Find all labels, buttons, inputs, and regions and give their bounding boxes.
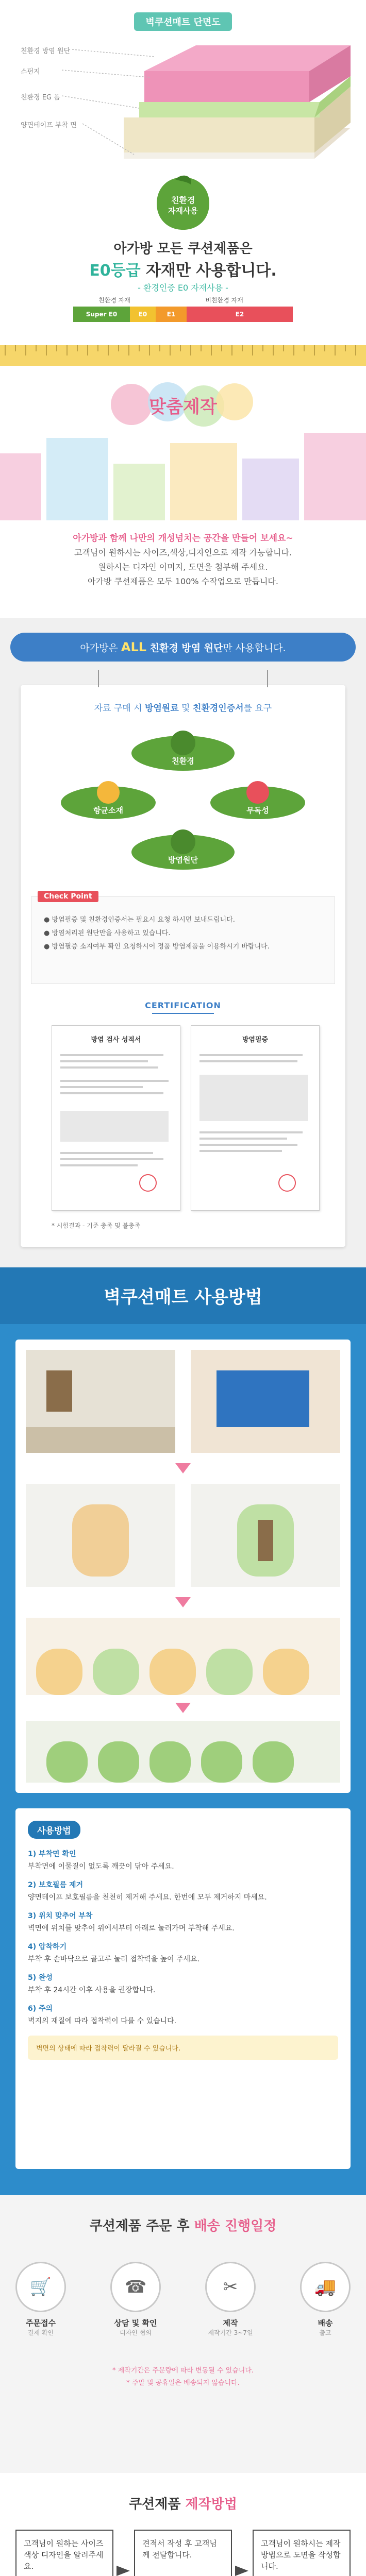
custom-line-2: 고객님이 원하시는 사이즈,색상,디자인으로 제작 가능합니다. (74, 548, 292, 557)
usage-step (28, 1879, 338, 1904)
process-step-sub: 결제 확인 (27, 2329, 54, 2336)
grade-label-non-eco: 비친환경 자재 (205, 297, 243, 304)
fabric-badge-2 (57, 778, 160, 824)
fabric-board (21, 685, 345, 1247)
usage-photo-panel (15, 1340, 351, 1793)
grade-label-eco: 친환경 자재 (98, 297, 130, 304)
usage-step-head: 3) 위치 맞추어 부착 (28, 1912, 93, 1920)
process-step-label: 배송 (318, 2318, 333, 2328)
checkpoint-item: ● 방염필증 소지여부 확인 요청하시어 정품 방염제품을 이용하시기 바랍니다. (44, 943, 270, 951)
layer-label-tape: 양면테이프 부착 면 (21, 122, 77, 129)
process-steps (15, 2262, 351, 2337)
fabric-intro-mid: 및 (178, 703, 193, 714)
fabric-badge-1 (126, 728, 240, 775)
checkpoint-item-text: 방염처리된 원단만을 사용하고 있습니다. (52, 929, 171, 937)
layer-label-foam: 친환경 EG 폼 (21, 94, 60, 101)
usage-photo-6 (26, 1721, 340, 1783)
process-title-pre: 쿠션제품 주문 후 (89, 2218, 194, 2234)
fabric-badge-3 (206, 778, 309, 824)
usage-step (28, 1848, 338, 1873)
checkpoint-item-text: 방염필증 소지여부 확인 요청하시어 정품 방염제품을 이용하시기 바랍니다. (52, 943, 270, 951)
fabric-banner-post: 만 사용합니다. (223, 642, 286, 654)
fabric-banner-pre: 아가방은 (80, 642, 121, 654)
process-note-1: * 제작기간은 주문량에 따라 변동될 수 있습니다. (112, 2367, 254, 2375)
board-string-left (98, 670, 99, 687)
process-step-circle (300, 2262, 351, 2312)
section-fabric (0, 618, 366, 1267)
phone-icon: ☎ (124, 2277, 147, 2297)
workflow-arrows-row1 (0, 2561, 366, 2576)
checkpoint-item: ● 방염필증 및 친환경인증서는 필요시 요청 하시면 보내드립니다. (44, 916, 235, 924)
fabric-banner-mid: 친환경 방염 원단 (146, 642, 223, 654)
usage-photo-2 (191, 1350, 340, 1453)
fabric-banner-all: ALL (121, 640, 147, 654)
process-step (15, 2262, 66, 2337)
cert-doc-1-lines (60, 1044, 172, 1198)
e0-subtitle: - 환경인증 E0 자재사용 - (138, 283, 228, 293)
layer-label-fabric: 친환경 방염 원단 (21, 47, 71, 55)
fabric-intro-pre: 자료 구매 시 (94, 703, 145, 714)
usage-step-head: 5) 완성 (28, 1974, 53, 1982)
custom-line-3: 원하시는 디자인 이미지, 도면을 첨부해 주세요. (98, 562, 268, 572)
usage-step-list (28, 1848, 338, 2027)
checkpoint-list (44, 913, 327, 954)
e0-grade-highlight: E0등급 (89, 262, 141, 280)
fabric-intro-b2: 친환경인증서 (193, 703, 244, 714)
cert-caption: * 시험결과 - 기준 충족 및 불충족 (52, 1222, 141, 1229)
grade-super-e0: Super E0 (73, 307, 130, 322)
section-custom-made (0, 330, 366, 618)
e0-title-rest: 자재만 사용합니다. (140, 262, 277, 280)
process-step-sub: 출고 (319, 2329, 331, 2336)
fabric-intro (21, 701, 345, 714)
usage-step (28, 1941, 338, 1965)
grade-e0: E0 (130, 307, 156, 322)
layer-leader-lines (0, 0, 366, 155)
section-cross-section (0, 0, 366, 330)
section-workflow (0, 2473, 366, 2576)
usage-step-body: 벽지의 재질에 따라 접착력이 다를 수 있습니다. (28, 2017, 177, 2025)
eco-badge-bottom: 자재사용 (168, 206, 198, 215)
process-step-label: 주문접수 (26, 2318, 56, 2328)
section-tab-cross-section: 벽쿠션매트 단면도 (134, 12, 231, 31)
section-delivery-process (0, 2195, 366, 2473)
fabric-badge-1-label: 친환경 (172, 756, 194, 766)
usage-step-head: 6) 주의 (28, 2005, 53, 2013)
grade-e2: E2 (187, 307, 293, 322)
cert-doc-2 (191, 1025, 320, 1211)
usage-step-head: 4) 압착하기 (28, 1943, 67, 1951)
usage-photo-3 (26, 1484, 175, 1587)
process-title (0, 2215, 366, 2234)
workflow-box-text: 견적서 작성 후 고객님께 전달합니다. (142, 2539, 217, 2560)
e0-title-line1: 아가방 모든 쿠션제품은 (113, 241, 253, 257)
cert-doc-1 (52, 1025, 180, 1211)
cert-underline (152, 1013, 214, 1014)
usage-note: 벽면의 상태에 따라 접착력이 달라질 수 있습니다. (28, 2036, 338, 2060)
process-step-circle (205, 2262, 256, 2312)
usage-photo-4 (191, 1484, 340, 1587)
eco-badge (155, 175, 211, 232)
process-step-sub: 디자인 협의 (120, 2329, 152, 2336)
fabric-badge-4 (126, 827, 240, 874)
e0-title-line2 (0, 258, 366, 280)
usage-step-head: 2) 보호필름 제거 (28, 1881, 84, 1889)
usage-photos (15, 1340, 351, 1793)
custom-line-1: 아가방과 함께 나만의 개성넘치는 공간을 만들어 보세요~ (73, 533, 293, 544)
section-usage (0, 1267, 366, 2195)
checkpoint-item-text: 방염필증 및 친환경인증서는 필요시 요청 하시면 보내드립니다. (52, 916, 235, 924)
usage-step (28, 1910, 338, 1935)
process-step (110, 2262, 161, 2337)
process-step (205, 2262, 256, 2337)
process-step (300, 2262, 351, 2337)
fabric-intro-post: 를 요구 (243, 703, 272, 714)
checkpoint-box (31, 892, 335, 984)
process-step-label: 상담 및 확인 (114, 2318, 157, 2328)
board-string-right (267, 670, 268, 687)
process-step-circle (110, 2262, 161, 2312)
usage-step-body: 벽면에 위치를 맞추어 위에서부터 아래로 눌러가며 부착해 주세요. (28, 1924, 235, 1933)
usage-photo-1 (26, 1350, 175, 1453)
fabric-badge-3-label: 무독성 (246, 806, 269, 815)
fabric-intro-b1: 방염원료 (145, 703, 179, 714)
usage-title-band (0, 1267, 366, 1324)
cert-title: CERTIFICATION (145, 1001, 221, 1010)
layer-label-sponge: 스펀지 (21, 68, 40, 76)
process-step-label: 제작 (223, 2318, 238, 2328)
usage-title: 벽쿠션매트 사용방법 (104, 1287, 262, 1308)
checkpoint-title: Check Point (38, 891, 98, 902)
workflow-title-pre: 쿠션제품 (129, 2497, 186, 2512)
process-step-circle (15, 2262, 66, 2312)
workflow-box-text: 고객님이 원하시는 제작방법으로 도면을 작성합니다. (261, 2539, 341, 2571)
process-title-highlight: 배송 진행일정 (194, 2218, 277, 2234)
usage-step-head: 1) 부착면 확인 (28, 1850, 76, 1858)
fabric-banner (10, 633, 356, 662)
truck-icon: 🚚 (314, 2277, 337, 2297)
cart-icon: 🛒 (29, 2277, 52, 2297)
pastel-blocks-graphic (0, 433, 366, 520)
tape-measure-graphic (0, 340, 366, 371)
usage-step (28, 1972, 338, 1996)
workflow-box-text: 고객님이 원하는 사이즈 색상 디자인을 알려주세요. (24, 2539, 104, 2571)
process-step-sub: 제작기간 3~7일 (208, 2329, 253, 2336)
usage-step (28, 2003, 338, 2027)
grade-e1: E1 (156, 307, 187, 322)
usage-step-body: 부착 후 24시간 이후 사용을 권장합니다. (28, 1986, 156, 1994)
fabric-badge-2-label: 항균소재 (93, 806, 123, 815)
custom-line-4: 아가방 쿠션제품은 모두 100% 수작업으로 만듭니다. (88, 577, 278, 586)
custom-title-banner (101, 381, 265, 428)
usage-photo-5 (26, 1618, 340, 1695)
custom-title: 맞춤제작 (149, 397, 217, 417)
fabric-badge-4-label: 방염원단 (168, 855, 198, 865)
usage-steps-panel (15, 1808, 351, 2169)
eco-badge-top: 친환경 (171, 195, 195, 205)
process-note-2: * 주말 및 공휴일은 배송되지 않습니다. (126, 2379, 240, 2387)
checkpoint-item: ● 방염처리된 원단만을 사용하고 있습니다. (44, 929, 171, 937)
usage-step-body: 부착면에 이물질이 없도록 깨끗이 닦아 주세요. (28, 1862, 174, 1871)
workflow-title-highlight: 제작방법 (185, 2497, 237, 2512)
scissors-icon: ✂ (223, 2277, 238, 2297)
grade-bar (73, 296, 293, 322)
usage-tip-title: 사용방법 (28, 1821, 80, 1839)
cert-doc-2-lines (199, 1044, 311, 1198)
cert-doc-2-title: 방염필증 (242, 1036, 269, 1044)
cert-doc-1-title: 방염 검사 성적서 (91, 1036, 141, 1044)
usage-step-body: 양면테이프 보호필름을 천천히 제거해 주세요. 한번에 모두 제거하지 마세요. (28, 1893, 267, 1902)
workflow-title (0, 2494, 366, 2513)
usage-step-body: 부착 후 손바닥으로 골고루 눌러 접착력을 높여 주세요. (28, 1955, 200, 1963)
